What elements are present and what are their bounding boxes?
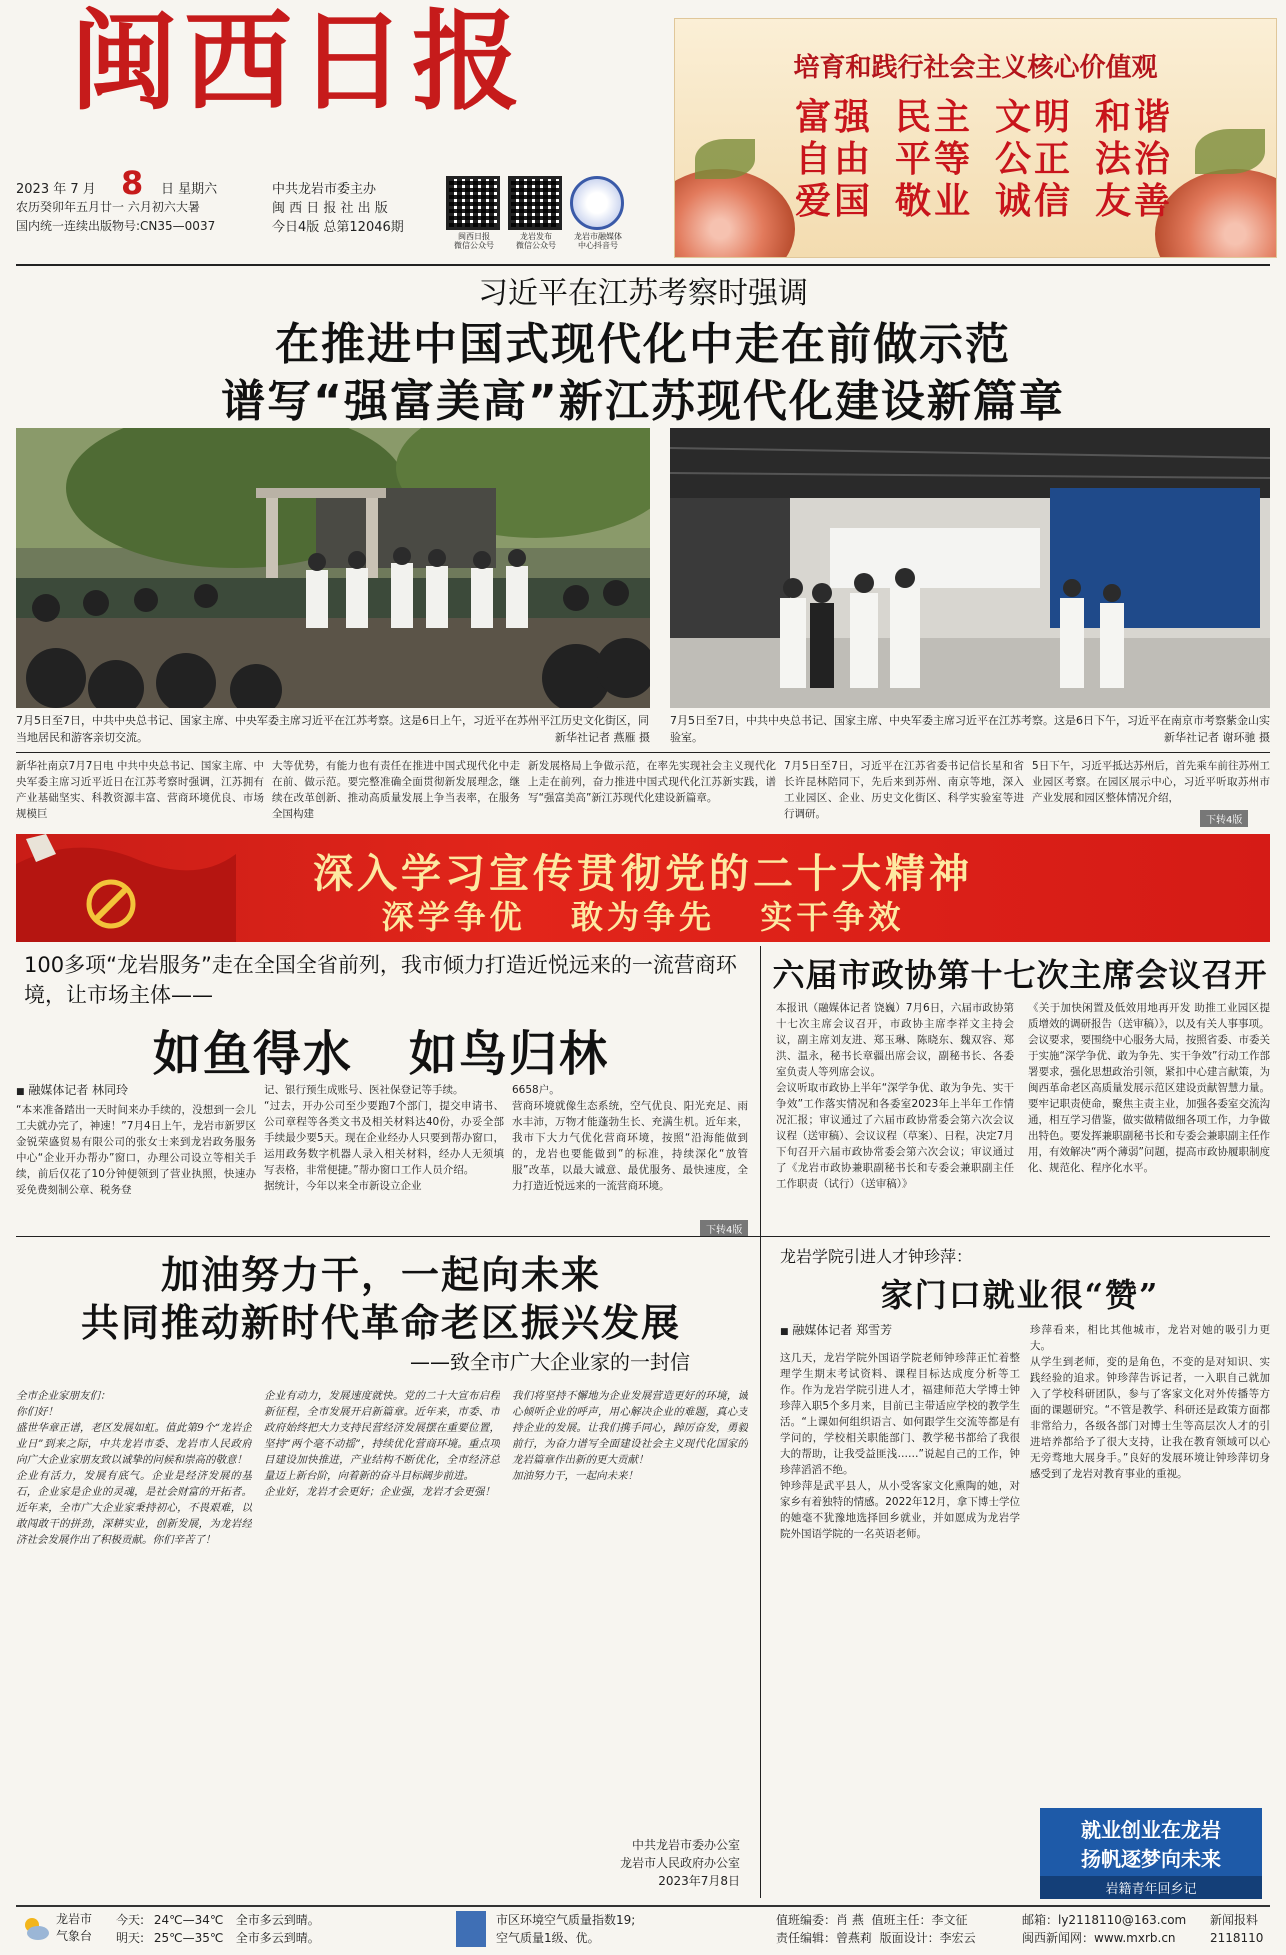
divider (16, 1236, 1270, 1237)
tomorrow-temp: 25℃—35℃ (153, 1931, 224, 1945)
value-word: 友善 (1095, 180, 1174, 222)
jump-tag[interactable] (700, 1218, 748, 1237)
promo-line-3: 岩籍青年回乡记 (1040, 1876, 1262, 1899)
douyin-logo-icon[interactable] (570, 176, 624, 230)
qr-label: 龙岩市融媒体 中心抖音号 (574, 232, 622, 250)
email[interactable]: 邮箱：ly2118110@163.com (1022, 1913, 1187, 1927)
byline-text: 融媒体记者 郑雪芳 (792, 1323, 893, 1337)
story-d-headline: 家门口就业很“赞” (880, 1276, 1160, 1314)
lead-body-col-2: 大等优势，有能力也有责任在推进中国式现代化中走在前、做示范。要完整准确全面贯彻新发展理念，继续在改革创新、推动高质量发展上争当表率，在服务全国构建 (272, 760, 520, 820)
story-d-col-1: 这几天，龙岩学院外国语学院老师钟珍萍正忙着整理学生期末考试资料、课程目标达成度分析等工作。作为龙岩学院引进人才，福建师范大学博士钟珍萍入职5个多月来，目前已主带适应学校的教学生活。“上课如何组织语言、如何跟学生交流等都是有学问的，学校相关职能部门、教学秘书都给了我很大的帮助，让我受益匪浅……”说起自己的工作，钟珍萍滔滔不绝。 钟珍萍是武平县人，从小受客家文化熏陶的她，对家乡有着独特的情感。2022年12月，拿下博士学位的她毫不犹豫地选择回乡就业，并如愿成为龙岩学院外国语学院的一名英语老师。 (780, 1352, 1020, 1540)
promo-box[interactable] (1040, 1808, 1262, 1898)
story-c-signature (520, 1836, 740, 1890)
qr-label: 龙岩发布 微信公众号 (516, 232, 556, 250)
story-a-headline: 如鱼得水 如鸟归林 (152, 1026, 610, 1082)
story-c-col-2: 企业有动力，发展速度就快。党的二十大宣布启程新征程，全市发展开启新篇章。近年来，市委、市政府始终把大力支持民营经济发展摆在重要位置，坚持“两个毫不动摇”，持续优化营商环境。重点项目建设加快推进，产业结构不断优化，全市经济总量迈上新台阶，向着新的奋斗目标阔步前进。 企业好，龙岩才会更好；企业强，龙岩才会更强！ (264, 1390, 500, 1498)
publisher-block (272, 180, 442, 237)
photo-street-scene (16, 428, 650, 708)
footer-bar (16, 1905, 1270, 1951)
cn-number: 国内统一连续出版物号:CN35—0037 (16, 219, 216, 233)
lunar-date: 农历癸卯年五月廿一 六月初六大暑 (16, 200, 200, 214)
today-desc: 全市多云到晴。 (235, 1913, 320, 1927)
core-values-banner (674, 18, 1277, 258)
photo-exhibition-hall (670, 428, 1270, 708)
publisher-2: 闽 西 日 报 社 出 版 (272, 201, 388, 216)
weather-org: 龙岩市 气象台 (56, 1912, 93, 1943)
weather-tomorrow (116, 1929, 320, 1946)
qr-label: 闽西日报 微信公众号 (454, 232, 494, 250)
signature-line: 龙岩市人民政府办公室 (619, 1856, 740, 1870)
story-c-col-3: 我们将坚持不懈地为企业发展营造更好的环境，诚心倾听企业的呼声，用心解决企业的难题，真心支持企业的发展。让我们携手同心，踔厉奋发，勇毅前行，为奋力谱写全面建设社会主义现代化国家的龙岩篇章作出新的更大贡献！ 加油努力干，一起向未来！ (512, 1390, 748, 1482)
editor: 版面设计：李宏云 (879, 1931, 976, 1945)
photo-caption-1 (16, 712, 650, 746)
story-d-byline: ■ 融媒体记者 郑雪芳 (780, 1323, 893, 1337)
air-quality (496, 1911, 635, 1947)
divider (16, 752, 1270, 753)
value-word: 文明 (995, 96, 1074, 138)
leaf-decoration (1195, 129, 1265, 174)
value-word: 民主 (895, 96, 974, 138)
editor: 值班编委：肖 燕 (776, 1913, 864, 1927)
today-temp: 24℃—34℃ (153, 1913, 224, 1927)
caption-text: 7月5日至7日，中共中央总书记、国家主席、中央军委主席习近平在江苏考察。这是6日上午，习近平在苏州平江历史文化街区，同当地居民和游客亲切交流。 (16, 714, 649, 744)
signature-line: 中共龙岩市委办公室 (631, 1838, 740, 1852)
weather-today (116, 1911, 320, 1928)
contact (1022, 1911, 1186, 1947)
divider (16, 264, 1270, 266)
lead-photo-suzhou[interactable] (16, 428, 650, 708)
story-b-col-1: 本报讯（融媒体记者 饶巍）7月6日，六届市政协第十七次主席会议召开，市政协主席李祥文主持会议，副主席刘友进、郑玉琳、陈晓东、魏双容、郑洪、温永，秘书长章疆出席会议，副秘书长、各委室负责人等列席会议。 会议听取市政协上半年“深学争优、敢为争先、实干争效”工作落实情况和各委室2023年上半年工作情况汇报；审议通过了六届市政协常委会第六次会议议程（送审稿）、会议议程（草案）、日程，决定7月下旬召开六届市政协常委会第六次会议；审议通过了《龙岩市政协兼职副秘书长和专委会兼职副主任工作职责（试行）（送审稿）》 (776, 1002, 1014, 1190)
story-c-headline-2: 共同推动新时代革命老区振兴发展 (80, 1301, 681, 1345)
lead-headline-1: 在推进中国式现代化中走在前做示范 (275, 319, 1011, 370)
story-a-col-2: 记、银行预生成账号、医社保登记等手续。 “过去，开办公司至少要跑7个部门，提交申请书、公司章程等各类文书及相关材料达40份，办妥全部手续最少要5天。现在企业经办人只要到帮办窗口，运用政务数字机器人录入相关材料，经办人无须填写表格，非常便捷。”帮办窗口工作人员介绍。 据统计，今年以来全市新设立企业 (264, 1084, 504, 1192)
editor: 责任编辑：曾燕莉 (776, 1931, 873, 1945)
promo-line-1: 就业创业在龙岩 (1081, 1818, 1221, 1842)
lead-body-col-5: 5日下午，习近平抵达苏州后，首先乘车前往苏州工业园区考察。在园区展示中心，习近平听取苏州市产业发展和园区整体情况介绍， (1032, 760, 1270, 804)
air-quality-icon (456, 1911, 486, 1947)
story-c-headline-1: 加油努力干，一起向未来 (160, 1253, 601, 1297)
story-b-headline: 六届市政协第十七次主席会议召开 (772, 956, 1268, 994)
signature-date: 2023年7月8日 (658, 1874, 740, 1888)
lead-kicker: 习近平在江苏考察时强调 (478, 276, 808, 311)
value-word: 法治 (1095, 138, 1174, 180)
value-word: 公正 (995, 138, 1074, 180)
value-word: 富强 (795, 96, 874, 138)
qr-code[interactable] (446, 176, 500, 230)
value-word: 和谐 (1095, 96, 1174, 138)
editors (776, 1911, 1016, 1947)
story-d-col-2: 珍萍看来，相比其他城市，龙岩对她的吸引力更大。 从学生到老师，变的是角色，不变的是对知识、实践经验的追求。钟珍萍告诉记者，一入职自己就加入了学校科研团队，参与了客家文化对外传播等方面的课题研究。“不管是教学、科研还是政策方面都非常给力，各级各部门对博士生等高层次人才的引进培养都给予了很大支持，让我在教育领域可以心无旁骛地大展身手。”良好的发展环境让钟珍萍切身感受到了龙岩对教育事业的重视。 (1030, 1324, 1270, 1480)
story-c-subhead: ——致全市广大企业家的一封信 (410, 1350, 690, 1374)
caption-text: 7月5日至7日，中共中央总书记、国家主席、中央军委主席习近平在江苏考察。这是6日下午，习近平在南京市考察紫金山实验室。 (670, 714, 1270, 744)
tomorrow-desc: 全市多云到晴。 (235, 1931, 320, 1945)
story-a-kicker: 100多项“龙岩服务”走在全国全省前列，我市倾力打造近悦远来的一流营商环境，让市场主体—— (24, 953, 737, 1007)
story-b-col-2: 《关于加快闲置及低效用地再开发 助推工业园区提质增效的调研报告（送审稿）》，以及有关人事事项。 会议要求，要围绕中心服务大局，按照省委、市委关于实施“深学争优、敢为争先、实干争效”行动工作部署要求，强化思想政治引领，紧扣中心建言献策，为闽西革命老区高质量发展示范区建设贡献智慧力量。要牢记职责使命，聚焦主责主业，加强各委室交流沟通，相互学习借鉴，做实做精做细各项工作，力争做出特色。要发挥兼职副秘书长和专委会兼职副主任作用，有效解决“两个薄弱”问题，提高市政协履职制度化、规范化、程序化水平。 (1028, 1002, 1270, 1174)
hotline (1210, 1911, 1263, 1947)
masthead-title: 闽西日报 (70, 0, 527, 125)
photo-credit: 新华社记者 燕雁 摄 (555, 731, 650, 744)
jump-tag[interactable] (1200, 808, 1248, 827)
tomorrow-label: 明天: (116, 1931, 145, 1945)
issue-info: 今日4版 总第12046期 (272, 220, 404, 235)
lead-headline-2: 谱写“强富美高”新江苏现代化建设新篇章 (221, 376, 1065, 427)
value-word: 自由 (795, 138, 874, 180)
values-row-3 (795, 173, 1195, 224)
air-line-1: 市区环境空气质量指数19; (496, 1913, 636, 1927)
jump-label: 下转4版 (700, 1220, 748, 1237)
value-word: 平等 (895, 138, 974, 180)
story-c-col-1: 全市企业家朋友们： 你们好！ 盛世华章正谱，老区发展如虹。值此第9个“龙岩企业日”到来之际，中共龙岩市委、龙岩市人民政府向广大企业家朋友致以诚挚的问候和崇高的敬意！ 企业有活力，发展有底气。企业是经济发展的基石，企业家是企业的灵魂，是社会财富的开拓者。近年来，全市广大企业家秉持初心，不畏艰难，以敢闯敢干的拼劲，深耕实业，创新发展，为龙岩经济社会发展作出了积极贡献。你们辛苦了！ (16, 1390, 252, 1546)
lead-body-col-1: 新华社南京7月7日电 中共中央总书记、国家主席、中央军委主席习近平近日在江苏考察时强调，江苏拥有产业基础坚实、科教资源丰富、营商环境优良、市场规模巨 (16, 760, 264, 820)
weather-sun-cloud-icon (20, 1913, 50, 1943)
story-a-col-3: 6658户。 营商环境就像生态系统，空气优良、阳光充足、雨水丰沛，万物才能蓬勃生长、充满生机。近年来，我市下大力气优化营商环境，按照“沿海能做到的，龙岩也要能做到”的标准，持续深化“放管服”改革，以最大诚意、最优服务、最快速度，全力打造近悦远来的一流营商环境。 (512, 1084, 748, 1192)
value-word: 爱国 (795, 180, 874, 222)
leaf-decoration (695, 139, 755, 179)
banner-line-1: 深入学习宣传贯彻党的二十大精神 (313, 851, 973, 897)
photo-caption-2 (670, 712, 1270, 746)
date-suffix: 日 星期六 (161, 182, 218, 197)
story-d-kicker: 龙岩学院引进人才钟珍萍： (780, 1247, 973, 1266)
byline-text: 融媒体记者 林同玲 (28, 1083, 129, 1097)
jump-label: 下转4版 (1200, 810, 1248, 827)
story-a-col-1: “本来准备踏出一天时间来办手续的，没想到一会儿工夫就办完了，神速！”7月4日上午，龙岩市新罗区金锐荣盛贸易有限公司的张女士来到龙岩政务服务中心“企业开办帮办”窗口，办理公司设立等相关手续，前后仅花了10分钟便领到了营业执照，快速办妥免费刻制公章、税务登 (16, 1104, 256, 1196)
story-a-byline: ■ 融媒体记者 林同玲 (16, 1083, 129, 1097)
banner-line-2: 深学争优 敢为争先 实干争效 (381, 898, 905, 936)
promo-line-2: 扬帆逐梦向未来 (1081, 1847, 1221, 1871)
lead-photo-lab[interactable] (670, 428, 1270, 708)
photo-credit: 新华社记者 谢环驰 摄 (1164, 731, 1270, 744)
value-word: 诚信 (995, 180, 1074, 222)
website[interactable]: 闽西新闻网：www.mxrb.cn (1022, 1931, 1176, 1945)
masthead-dateblock (16, 164, 226, 238)
editor: 值班主任：李文征 (871, 1913, 968, 1927)
lead-body-col-4: 7月5日至7日，习近平在江苏省委书记信长星和省长许昆林陪同下，先后来到苏州、南京等地，深入工业园区、企业、历史文化街区、科学实验室等进行调研。 (784, 760, 1024, 820)
column-divider (760, 946, 761, 1898)
publisher-1: 中共龙岩市委主办 (272, 182, 377, 197)
value-word: 敬业 (895, 180, 974, 222)
hotline-label: 新闻报料 (1210, 1913, 1259, 1927)
hotline-number[interactable]: 2118110 (1210, 1931, 1264, 1945)
peony-decoration (674, 169, 795, 258)
party-congress-banner (16, 834, 1270, 942)
air-line-2: 空气质量1级、优。 (496, 1931, 600, 1945)
today-label: 今天: (116, 1913, 145, 1927)
banner-heading: 培育和践行社会主义核心价值观 (793, 53, 1158, 83)
qr-code[interactable] (508, 176, 562, 230)
qr-codes (446, 176, 666, 256)
date-prefix: 2023 年 7 月 (16, 182, 96, 197)
date-day: 8 (121, 164, 144, 202)
lead-body-col-3: 新发展格局上争做示范，在率先实现社会主义现代化上走在前列，奋力推进中国式现代化江苏新实践，谱写“强富美高”新江苏现代化建设新篇章。 (528, 760, 776, 804)
